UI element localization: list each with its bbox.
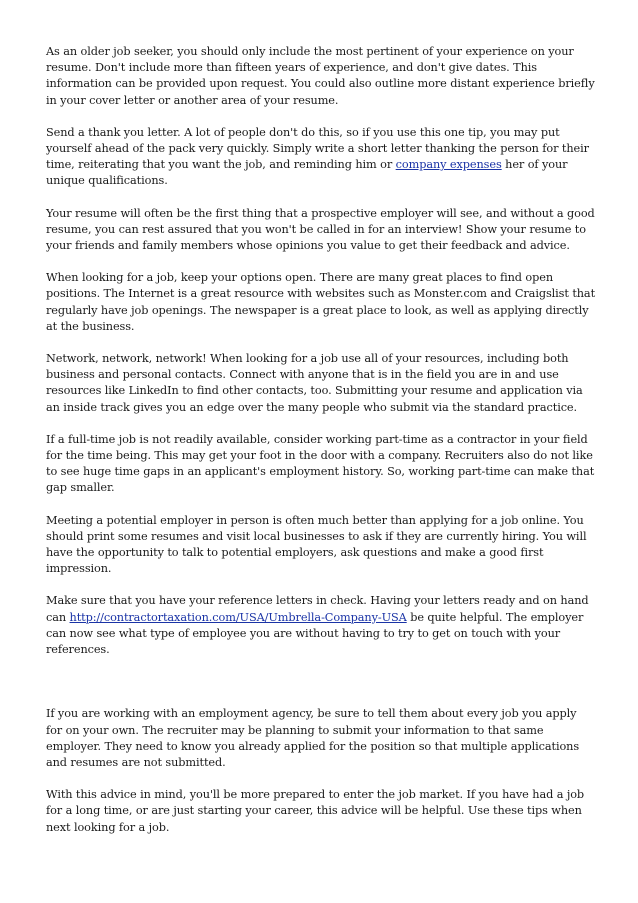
document-page (46, 44, 596, 852)
company-expenses-link[interactable]: company expenses (395, 158, 502, 172)
paragraph-employment-agency: If you are working with an employment agency, be sure to tell them about every job you apply for on your own. The recruiter may be planning to submit your information to that same employer. They need to know you already applied for the position so that multiple applications and resumes are not submitted. (46, 707, 580, 769)
paragraph-thank-you-letter (46, 125, 596, 190)
paragraph-text: be quite helpful. The employer can now see what type of employee you are without having to try to get on touch with your references. (46, 610, 584, 657)
paragraph-reference-letters (46, 593, 596, 658)
umbrella-company-link[interactable]: http://contractortaxation.com/USA/Umbrella-Company-USA (69, 610, 407, 624)
paragraph-resume-feedback: Your resume will often be the first thing that a prospective employer will see, and without a good resume, you can rest assured that you won't be called in for an interview! Show your resume to your friends and family members whose opinions you value to get their feedback and advice. (46, 206, 595, 253)
paragraph-text: Make sure that you have your reference letters in check. Having your letters ready and on hand can (46, 594, 589, 624)
paragraph-older-job-seeker: As an older job seeker, you should only include the most pertinent of your experience on your resume. Don't include more than fifteen years of experience, and don't give dates. This information can be provided upon request. You could also outline more distant experience briefly in your cover letter or another area of your resume. (46, 45, 595, 107)
blank-gap (46, 674, 596, 706)
paragraph-networking: Network, network, network! When looking for a job use all of your resources, including both business and personal contacts. Connect with anyone that is in the field you are in and use resources like LinkedIn to find other contacts, too. Submitting your resume and application via an inside track gives you an edge over the many people who submit via the standard practice. (46, 352, 583, 414)
paragraph-conclusion: With this advice in mind, you'll be more prepared to enter the job market. If you have had a job for a long time, or are just starting your career, this advice will be helpful. Use these tips when next looking for a job. (46, 788, 585, 834)
paragraph-text: her of your unique qualifications. (46, 158, 568, 188)
paragraph-text: Send a thank you letter. A lot of people don't do this, so if you use this one tip, you may put yourself ahead of the pack very quickly. Simply write a short letter thanking the person for their time, reiterating that you want the job, and reminding him or (46, 125, 589, 172)
paragraph-part-time: If a full-time job is not readily available, consider working part-time as a contractor in your field for the time being. This may get your foot in the door with a company. Recruiters also do not like to see huge time gaps in an applicant's employment history. So, working part-time can make that gap smaller. (46, 432, 595, 495)
paragraph-options-open: When looking for a job, keep your options open. There are many great places to find open positions. The Internet is a great resource with websites such as Monster.com and Craigslist that regularly have job openings. The newspaper is a great place to look, as well as applying directly at the business. (46, 271, 596, 333)
paragraph-meet-in-person: Meeting a potential employer in person is often much better than applying for a job online. You should print some resumes and visit local businesses to ask if they are currently hiring. You will have the opportunity to talk to potential employers, ask questions and make a good first impression. (46, 513, 587, 576)
